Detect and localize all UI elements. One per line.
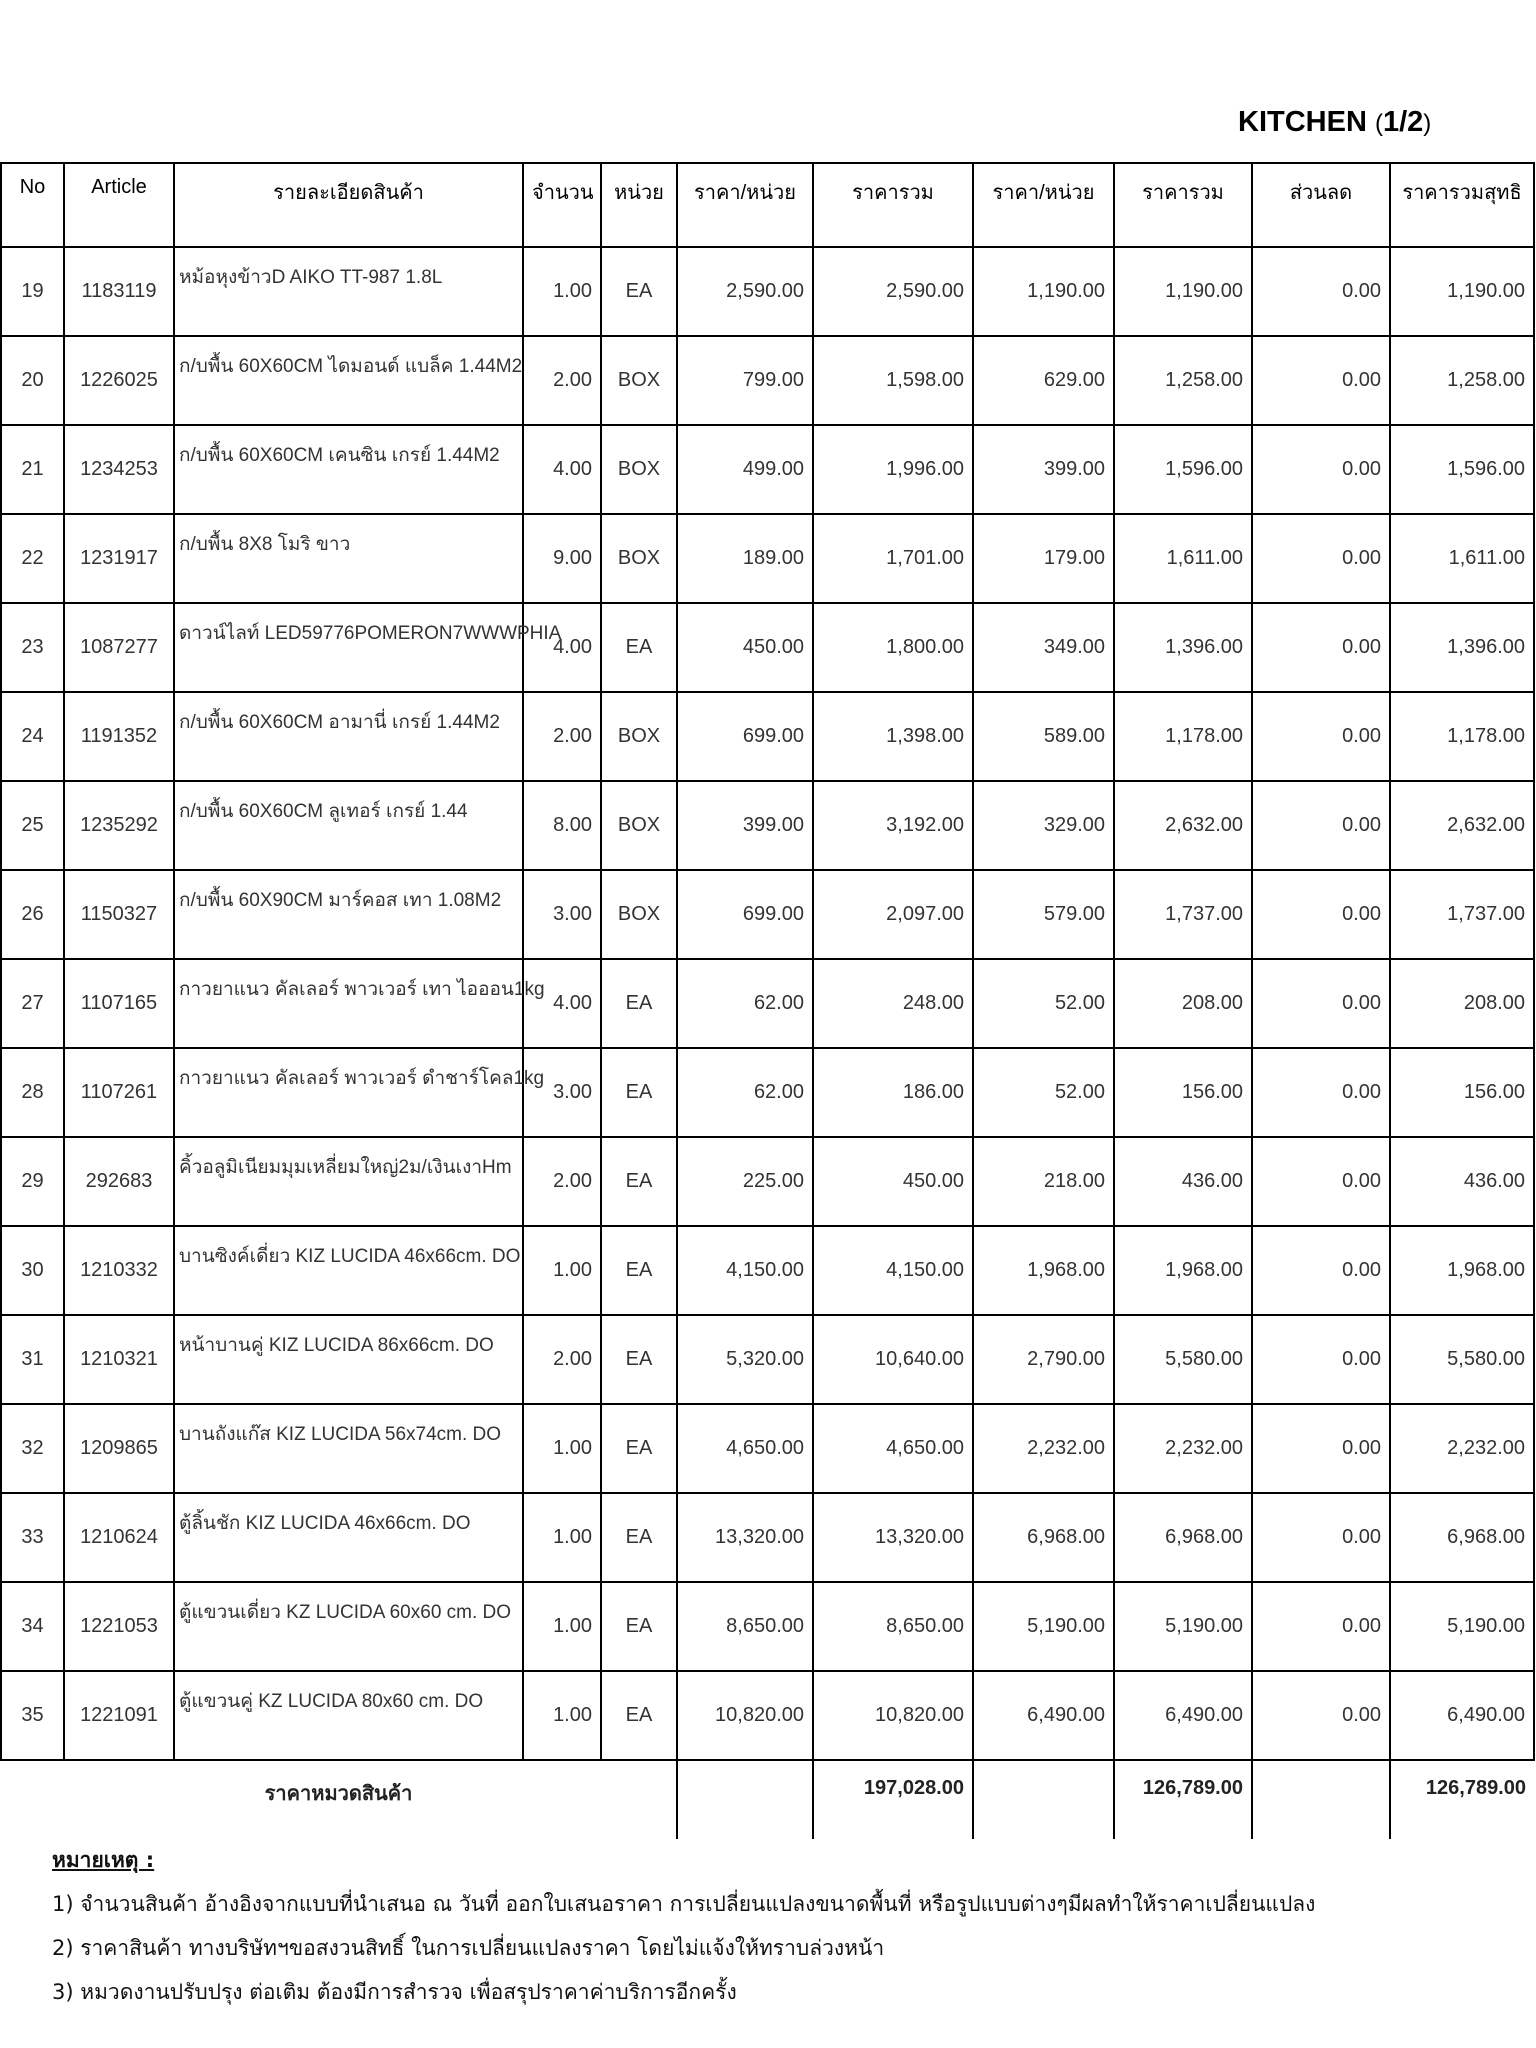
table-row <box>1 959 1534 1048</box>
note-line: 2) ราคาสินค้า ทางบริษัทฯขอสงวนสิทธิ์ ในการเปลี่ยนแปลงราคา โดยไม่แจ้งให้ทราบล่วงหน้า <box>52 1936 885 1960</box>
row-quantity: 2.00 <box>523 1315 601 1404</box>
row-net-total: 436.00 <box>1390 1137 1534 1226</box>
row-article: 1210332 <box>64 1226 174 1315</box>
row-promo-unit-price: 1,968.00 <box>973 1226 1114 1315</box>
row-total-price: 186.00 <box>813 1048 973 1137</box>
row-promo-unit-price: 329.00 <box>973 781 1114 870</box>
header-cell: ราคารวม <box>813 163 973 247</box>
row-promo-unit-price: 579.00 <box>973 870 1114 959</box>
row-quantity: 2.00 <box>523 336 601 425</box>
row-description: ก/บพื้น 60X60CM ลูเทอร์ เกรย์ 1.44 <box>174 781 523 870</box>
row-unit: BOX <box>601 692 677 781</box>
row-description: ตู้แขวนคู่ KZ LUCIDA 80x60 cm. DO <box>174 1671 523 1760</box>
total-empty-cell <box>1252 1760 1390 1839</box>
row-article: 1235292 <box>64 781 174 870</box>
total-sum-net: 126,789.00 <box>1390 1760 1534 1839</box>
row-description: ก/บพื้น 60X60CM อามานี่ เกรย์ 1.44M2 <box>174 692 523 781</box>
row-total-price: 2,590.00 <box>813 247 973 336</box>
row-net-total: 1,190.00 <box>1390 247 1534 336</box>
row-promo-total: 208.00 <box>1114 959 1252 1048</box>
row-description: ก/บพื้น 60X60CM ไดมอนด์ แบล็ค 1.44M2 <box>174 336 523 425</box>
row-total-price: 10,640.00 <box>813 1315 973 1404</box>
row-unit: EA <box>601 1137 677 1226</box>
row-net-total: 208.00 <box>1390 959 1534 1048</box>
row-unit: EA <box>601 1315 677 1404</box>
row-description: ตู้แขวนเดี่ยว KZ LUCIDA 60x60 cm. DO <box>174 1582 523 1671</box>
table-row <box>1 425 1534 514</box>
row-no: 23 <box>1 603 64 692</box>
row-net-total: 2,232.00 <box>1390 1404 1534 1493</box>
row-discount: 0.00 <box>1252 336 1390 425</box>
row-unit: EA <box>601 959 677 1048</box>
row-quantity: 1.00 <box>523 1493 601 1582</box>
row-discount: 0.00 <box>1252 1315 1390 1404</box>
table-row <box>1 1404 1534 1493</box>
row-net-total: 5,190.00 <box>1390 1582 1534 1671</box>
row-total-price: 248.00 <box>813 959 973 1048</box>
row-description: หน้าบานคู่ KIZ LUCIDA 86x66cm. DO <box>174 1315 523 1404</box>
row-net-total: 6,490.00 <box>1390 1671 1534 1760</box>
row-unit: EA <box>601 603 677 692</box>
title-paren-close: ) <box>1423 110 1432 137</box>
row-net-total: 1,596.00 <box>1390 425 1534 514</box>
row-discount: 0.00 <box>1252 1048 1390 1137</box>
table-row <box>1 1226 1534 1315</box>
row-total-price: 13,320.00 <box>813 1493 973 1582</box>
row-promo-unit-price: 1,190.00 <box>973 247 1114 336</box>
row-promo-total: 1,611.00 <box>1114 514 1252 603</box>
header-cell: ราคา/หน่วย <box>677 163 813 247</box>
row-discount: 0.00 <box>1252 1137 1390 1226</box>
row-promo-unit-price: 218.00 <box>973 1137 1114 1226</box>
header-cell: ราคารวม <box>1114 163 1252 247</box>
row-net-total: 156.00 <box>1390 1048 1534 1137</box>
row-unit-price: 62.00 <box>677 1048 813 1137</box>
total-label: ราคาหมวดสินค้า <box>1 1760 677 1839</box>
row-net-total: 6,968.00 <box>1390 1493 1534 1582</box>
row-discount: 0.00 <box>1252 870 1390 959</box>
title-main: KITCHEN <box>1238 106 1367 138</box>
row-quantity: 9.00 <box>523 514 601 603</box>
page-title <box>1238 106 1431 139</box>
row-promo-unit-price: 6,490.00 <box>973 1671 1114 1760</box>
row-discount: 0.00 <box>1252 1582 1390 1671</box>
row-article: 1150327 <box>64 870 174 959</box>
row-promo-unit-price: 52.00 <box>973 959 1114 1048</box>
table-row <box>1 1315 1534 1404</box>
table-row <box>1 692 1534 781</box>
row-promo-unit-price: 589.00 <box>973 692 1114 781</box>
row-quantity: 2.00 <box>523 692 601 781</box>
notes-heading: หมายเหตุ : <box>52 1848 155 1872</box>
row-promo-unit-price: 179.00 <box>973 514 1114 603</box>
row-article: 1221053 <box>64 1582 174 1671</box>
row-net-total: 1,258.00 <box>1390 336 1534 425</box>
row-promo-total: 5,190.00 <box>1114 1582 1252 1671</box>
table-header-row <box>1 163 1534 247</box>
row-no: 29 <box>1 1137 64 1226</box>
row-unit-price: 8,650.00 <box>677 1582 813 1671</box>
row-description: กาวยาแนว คัลเลอร์ พาวเวอร์ ดำชาร์โคล1kg <box>174 1048 523 1137</box>
title-paren-open: ( <box>1374 110 1383 137</box>
row-article: 1183119 <box>64 247 174 336</box>
row-promo-unit-price: 5,190.00 <box>973 1582 1114 1671</box>
header-cell: ราคารวมสุทธิ <box>1390 163 1534 247</box>
row-total-price: 10,820.00 <box>813 1671 973 1760</box>
row-description: ก/บพื้น 60X60CM เคนซิน เกรย์ 1.44M2 <box>174 425 523 514</box>
row-unit-price: 5,320.00 <box>677 1315 813 1404</box>
row-description: คิ้วอลูมิเนียมมุมเหลี่ยมใหญ่2ม/เงินเงาHm <box>174 1137 523 1226</box>
row-no: 24 <box>1 692 64 781</box>
row-net-total: 5,580.00 <box>1390 1315 1534 1404</box>
row-total-price: 8,650.00 <box>813 1582 973 1671</box>
row-unit: BOX <box>601 870 677 959</box>
row-discount: 0.00 <box>1252 1671 1390 1760</box>
row-unit: EA <box>601 1404 677 1493</box>
row-quantity: 1.00 <box>523 1582 601 1671</box>
row-promo-unit-price: 629.00 <box>973 336 1114 425</box>
row-quantity: 1.00 <box>523 247 601 336</box>
row-discount: 0.00 <box>1252 959 1390 1048</box>
row-unit-price: 62.00 <box>677 959 813 1048</box>
row-promo-total: 1,968.00 <box>1114 1226 1252 1315</box>
row-article: 292683 <box>64 1137 174 1226</box>
row-total-price: 4,150.00 <box>813 1226 973 1315</box>
row-quantity: 1.00 <box>523 1226 601 1315</box>
row-total-price: 1,701.00 <box>813 514 973 603</box>
row-quantity: 4.00 <box>523 603 601 692</box>
row-promo-total: 156.00 <box>1114 1048 1252 1137</box>
header-cell: จำนวน <box>523 163 601 247</box>
row-unit-price: 4,150.00 <box>677 1226 813 1315</box>
row-total-price: 4,650.00 <box>813 1404 973 1493</box>
row-unit: BOX <box>601 514 677 603</box>
total-empty-cell <box>973 1760 1114 1839</box>
row-article: 1231917 <box>64 514 174 603</box>
row-article: 1107261 <box>64 1048 174 1137</box>
row-description: ตู้ลิ้นชัก KIZ LUCIDA 46x66cm. DO <box>174 1493 523 1582</box>
row-no: 28 <box>1 1048 64 1137</box>
row-net-total: 1,737.00 <box>1390 870 1534 959</box>
row-net-total: 2,632.00 <box>1390 781 1534 870</box>
row-unit-price: 399.00 <box>677 781 813 870</box>
row-unit: EA <box>601 1226 677 1315</box>
row-total-price: 1,996.00 <box>813 425 973 514</box>
row-unit: BOX <box>601 336 677 425</box>
table-row <box>1 603 1534 692</box>
row-unit: EA <box>601 1048 677 1137</box>
row-quantity: 8.00 <box>523 781 601 870</box>
row-promo-unit-price: 52.00 <box>973 1048 1114 1137</box>
row-total-price: 1,398.00 <box>813 692 973 781</box>
row-description: ก/บพื้น 60X90CM มาร์คอส เทา 1.08M2 <box>174 870 523 959</box>
row-quantity: 4.00 <box>523 425 601 514</box>
table-row <box>1 1137 1534 1226</box>
row-article: 1107165 <box>64 959 174 1048</box>
row-discount: 0.00 <box>1252 247 1390 336</box>
row-promo-total: 6,968.00 <box>1114 1493 1252 1582</box>
row-promo-total: 1,258.00 <box>1114 336 1252 425</box>
header-cell: หน่วย <box>601 163 677 247</box>
row-unit-price: 225.00 <box>677 1137 813 1226</box>
row-no: 33 <box>1 1493 64 1582</box>
row-discount: 0.00 <box>1252 603 1390 692</box>
table-row <box>1 514 1534 603</box>
row-net-total: 1,396.00 <box>1390 603 1534 692</box>
row-no: 27 <box>1 959 64 1048</box>
header-cell: Article <box>64 163 174 247</box>
row-description: ก/บพื้น 8X8 โมริ ขาว <box>174 514 523 603</box>
row-discount: 0.00 <box>1252 1226 1390 1315</box>
header-cell: รายละเอียดสินค้า <box>174 163 523 247</box>
row-unit: EA <box>601 247 677 336</box>
row-article: 1191352 <box>64 692 174 781</box>
row-unit-price: 4,650.00 <box>677 1404 813 1493</box>
row-unit: EA <box>601 1493 677 1582</box>
row-no: 25 <box>1 781 64 870</box>
row-no: 32 <box>1 1404 64 1493</box>
row-unit-price: 10,820.00 <box>677 1671 813 1760</box>
row-quantity: 3.00 <box>523 1048 601 1137</box>
title-page: 1/2 <box>1382 106 1424 138</box>
total-sum-list: 197,028.00 <box>813 1760 973 1839</box>
total-empty-cell <box>677 1760 813 1839</box>
row-discount: 0.00 <box>1252 425 1390 514</box>
row-total-price: 2,097.00 <box>813 870 973 959</box>
items-table <box>0 162 1535 1839</box>
row-quantity: 3.00 <box>523 870 601 959</box>
row-promo-total: 5,580.00 <box>1114 1315 1252 1404</box>
row-unit-price: 189.00 <box>677 514 813 603</box>
row-discount: 0.00 <box>1252 1404 1390 1493</box>
row-promo-total: 1,596.00 <box>1114 425 1252 514</box>
row-promo-total: 436.00 <box>1114 1137 1252 1226</box>
table-row <box>1 1671 1534 1760</box>
row-unit-price: 2,590.00 <box>677 247 813 336</box>
row-no: 21 <box>1 425 64 514</box>
row-total-price: 1,598.00 <box>813 336 973 425</box>
row-article: 1210624 <box>64 1493 174 1582</box>
row-article: 1210321 <box>64 1315 174 1404</box>
row-unit-price: 699.00 <box>677 692 813 781</box>
table-row <box>1 247 1534 336</box>
row-quantity: 2.00 <box>523 1137 601 1226</box>
row-promo-total: 1,190.00 <box>1114 247 1252 336</box>
row-no: 26 <box>1 870 64 959</box>
header-cell: ราคา/หน่วย <box>973 163 1114 247</box>
row-description: หม้อหุงข้าวD AIKO TT-987 1.8L <box>174 247 523 336</box>
total-sum-promo: 126,789.00 <box>1114 1760 1252 1839</box>
row-no: 19 <box>1 247 64 336</box>
note-line: 1) จำนวนสินค้า อ้างอิงจากแบบที่นำเสนอ ณ วันที่ ออกใบเสนอราคา การเปลี่ยนแปลงขนาดพื้นที่ หรือรูปแบบต่างๆมีผลทำให้ราคาเปลี่ยนแปลง <box>52 1892 1316 1916</box>
row-no: 20 <box>1 336 64 425</box>
row-unit-price: 450.00 <box>677 603 813 692</box>
row-net-total: 1,611.00 <box>1390 514 1534 603</box>
total-row <box>1 1760 1534 1839</box>
table-row <box>1 1493 1534 1582</box>
row-no: 30 <box>1 1226 64 1315</box>
row-promo-total: 1,737.00 <box>1114 870 1252 959</box>
row-promo-total: 1,396.00 <box>1114 603 1252 692</box>
row-quantity: 4.00 <box>523 959 601 1048</box>
row-article: 1087277 <box>64 603 174 692</box>
row-description: บานถังแก๊ส KIZ LUCIDA 56x74cm. DO <box>174 1404 523 1493</box>
row-net-total: 1,968.00 <box>1390 1226 1534 1315</box>
row-discount: 0.00 <box>1252 514 1390 603</box>
row-description: กาวยาแนว คัลเลอร์ พาวเวอร์ เทา ไอออน1kg <box>174 959 523 1048</box>
row-discount: 0.00 <box>1252 1493 1390 1582</box>
notes-block <box>52 1838 1315 2014</box>
row-quantity: 1.00 <box>523 1671 601 1760</box>
row-description: บานซิงค์เดี่ยว KIZ LUCIDA 46x66cm. DO <box>174 1226 523 1315</box>
row-unit-price: 13,320.00 <box>677 1493 813 1582</box>
row-promo-total: 6,490.00 <box>1114 1671 1252 1760</box>
row-promo-unit-price: 2,232.00 <box>973 1404 1114 1493</box>
row-unit-price: 799.00 <box>677 336 813 425</box>
row-total-price: 3,192.00 <box>813 781 973 870</box>
row-unit-price: 499.00 <box>677 425 813 514</box>
row-no: 35 <box>1 1671 64 1760</box>
row-promo-total: 1,178.00 <box>1114 692 1252 781</box>
row-article: 1226025 <box>64 336 174 425</box>
row-promo-unit-price: 6,968.00 <box>973 1493 1114 1582</box>
row-no: 22 <box>1 514 64 603</box>
row-promo-total: 2,232.00 <box>1114 1404 1252 1493</box>
note-line: 3) หมวดงานปรับปรุง ต่อเติม ต้องมีการสำรวจ เพื่อสรุปราคาค่าบริการอีกครั้ง <box>52 1980 737 2004</box>
row-article: 1209865 <box>64 1404 174 1493</box>
table-row <box>1 1582 1534 1671</box>
table-row <box>1 1048 1534 1137</box>
row-unit-price: 699.00 <box>677 870 813 959</box>
row-total-price: 450.00 <box>813 1137 973 1226</box>
row-discount: 0.00 <box>1252 781 1390 870</box>
header-cell: ส่วนลด <box>1252 163 1390 247</box>
row-promo-unit-price: 349.00 <box>973 603 1114 692</box>
row-description: ดาวน์ไลท์ LED59776POMERON7WWWPHIA <box>174 603 523 692</box>
row-discount: 0.00 <box>1252 692 1390 781</box>
row-unit: BOX <box>601 781 677 870</box>
row-no: 31 <box>1 1315 64 1404</box>
row-promo-unit-price: 399.00 <box>973 425 1114 514</box>
row-article: 1234253 <box>64 425 174 514</box>
row-promo-total: 2,632.00 <box>1114 781 1252 870</box>
row-unit: BOX <box>601 425 677 514</box>
row-net-total: 1,178.00 <box>1390 692 1534 781</box>
row-unit: EA <box>601 1582 677 1671</box>
row-no: 34 <box>1 1582 64 1671</box>
table-row <box>1 336 1534 425</box>
row-unit: EA <box>601 1671 677 1760</box>
table-row <box>1 870 1534 959</box>
row-quantity: 1.00 <box>523 1404 601 1493</box>
table-row <box>1 781 1534 870</box>
header-cell: No <box>1 163 64 247</box>
row-article: 1221091 <box>64 1671 174 1760</box>
row-promo-unit-price: 2,790.00 <box>973 1315 1114 1404</box>
row-total-price: 1,800.00 <box>813 603 973 692</box>
